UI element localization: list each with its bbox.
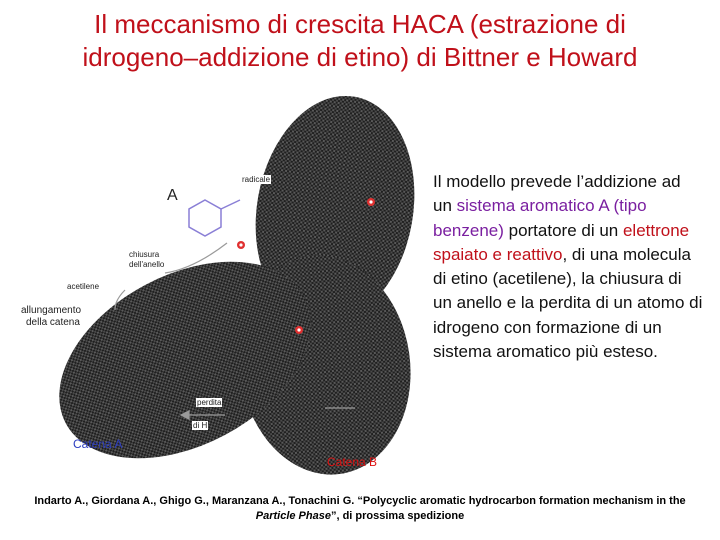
description-highlight-aromatic: sistema aromatico A (tipo benzene) — [433, 196, 647, 240]
description-text — [433, 170, 703, 364]
label-della-catena: della catena — [26, 317, 80, 328]
reference-citation — [20, 494, 700, 524]
reference-part-3: ”, di prossima spedizione — [330, 510, 465, 522]
label-allungamento: allungamento — [21, 305, 82, 316]
label-catena-a: Catena A — [73, 437, 123, 451]
description-part-5: , di una molecula di etino (acetilene), la chiusura di un anello e la perdita di un atomo di idrogeno con formazione di un sistema aromatico più esteso. — [433, 244, 703, 362]
reference-part-1: Indarto A., Giordana A., Ghigo G., Maranzana A., Tonachini G. “Polycyclic aromatic hydrocarbon formation mechanism in the — [34, 495, 686, 507]
label-radical: radicale — [242, 175, 271, 184]
benzene-ring-icon — [189, 200, 240, 236]
description-part-3: portatore di un — [503, 220, 623, 240]
label-perdita: perdita — [197, 398, 222, 407]
description-part-1: Il modello prevede l’addizione ad un — [433, 172, 681, 216]
title-line-2: idrogeno–addizione di etino) di Bittner e Howard — [82, 42, 638, 72]
label-a: A — [167, 187, 178, 204]
haca-mechanism-figure — [21, 95, 425, 475]
description-highlight-electron: elettrone spaiato e reattivo — [433, 220, 690, 264]
label-di-h: di H — [193, 421, 208, 430]
label-catena-b: Catena B — [327, 455, 378, 469]
label-chiusura: chiusura — [129, 250, 160, 259]
label-acetilene: acetilene — [67, 282, 100, 291]
reference-italic: Particle Phase — [255, 510, 331, 522]
mechanism-diagram — [55, 95, 425, 475]
slide-title — [0, 8, 720, 74]
title-line-1: Il meccanismo di crescita HACA (estrazione di — [94, 9, 626, 39]
label-dellanello: dell'anello — [129, 260, 165, 269]
